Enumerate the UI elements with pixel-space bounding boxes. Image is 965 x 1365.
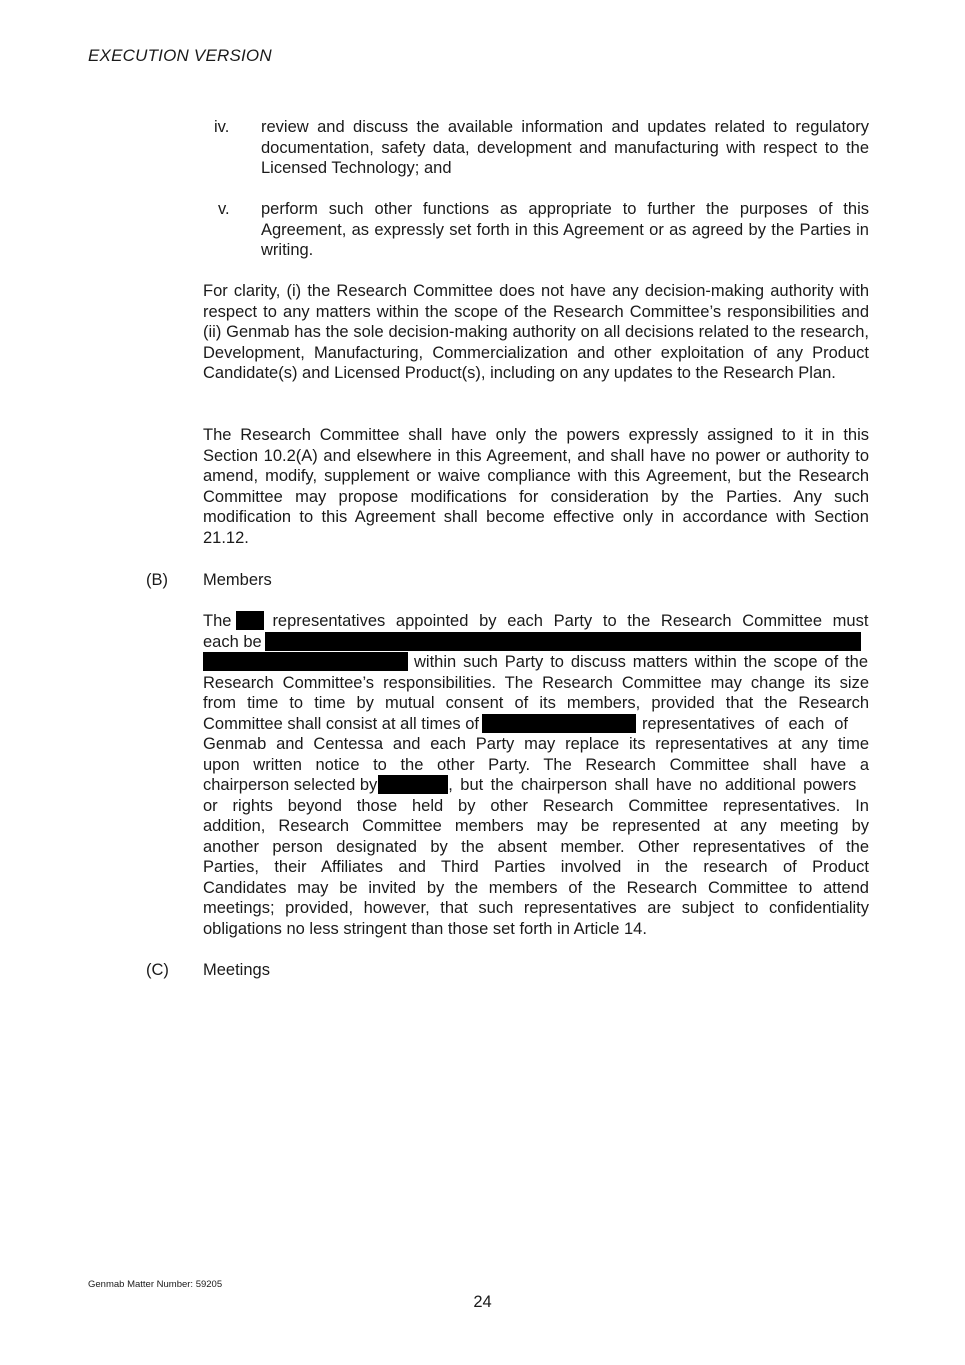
members-line: meetings; provided, however, that such representatives are subject to confidentiality <box>203 899 869 917</box>
members-line: or rights beyond those held by other Research Committee representatives. In <box>203 796 869 815</box>
members-line: within such Party to discuss matters within the scope of the <box>414 653 868 671</box>
list-item-text: perform such other functions as appropriate to further the purposes of this Agreement, as expressly set forth in this Agreement or as agreed by the Parties in writing. <box>261 200 869 259</box>
section-c-label: (C) <box>146 961 169 979</box>
members-line: another person designated by the absent member. Other representatives of the <box>203 837 869 856</box>
section-b-title: Members <box>203 571 272 589</box>
redaction-block <box>265 632 861 651</box>
list-item-text: review and discuss the available information and updates related to regulatory documentation, safety data, development and manufacturing with respect to the Licensed Technology; and <box>261 118 869 177</box>
members-line: Committee shall consist at all times of <box>203 714 480 733</box>
members-line: obligations no less stringent than those set forth in Article 14. <box>203 919 647 938</box>
members-line: upon written notice to the other Party. The Research Committee shall have a <box>203 755 869 774</box>
footer-matter-number: Genmab Matter Number: 59205 <box>88 1279 223 1290</box>
members-line: each be <box>203 632 262 651</box>
clarity-paragraph: For clarity, (i) the Research Committee does not have any decision-making authority with respect to any matters within the scope of the Research Committee’s responsibilities and (ii) Genmab has the sole decision-making authority on all decisions related to the research, Development, Manufacturing, Commercialization and other exploitation of any Product Candidate(s) and Licensed Product(s), including on any updates to the Research Plan. <box>203 282 869 382</box>
redaction-block <box>378 775 448 794</box>
powers-paragraph: The Research Committee shall have only the powers expressly assigned to it in this Section 10.2(A) and elsewhere in this Agreement, and shall have no power or authority to amend, modify, supplement or waive compliance with this Agreement, but the Research Committee may propose modifications for consideration by the Parties. Any such modification to this Agreement shall become effective only in accordance with Section 21.12. <box>203 426 869 547</box>
redaction-block <box>236 611 264 630</box>
page-number: 24 <box>473 1293 492 1311</box>
members-line: representatives of each of <box>642 714 849 733</box>
members-line: Genmab and Centessa and each Party may replace its representatives at any time <box>203 735 869 753</box>
members-line: The <box>203 612 232 630</box>
redaction-block <box>203 652 408 671</box>
members-line: chairperson selected by <box>203 776 378 794</box>
redaction-block <box>482 714 636 733</box>
members-line: Parties, their Affiliates and Third Parties involved in the research of Product <box>203 858 869 876</box>
section-b-label: (B) <box>146 571 168 589</box>
section-c-title: Meetings <box>203 961 270 979</box>
members-line: addition, Research Committee members may be represented at any meeting by <box>203 817 869 835</box>
header-label: EXECUTION VERSION <box>88 46 272 65</box>
members-line: from time to time by mutual consent of its members, provided that the Research <box>203 694 869 712</box>
members-line: Research Committee’s responsibilities. The Research Committee may change its size <box>203 673 869 692</box>
members-line: , but the chairperson shall have no additional powers <box>448 776 857 794</box>
list-item-number: v. <box>218 200 230 218</box>
members-line: Candidates may be invited by the members of the Research Committee to attend <box>203 878 869 897</box>
members-line: representatives appointed by each Party to the Research Committee must <box>272 612 869 630</box>
list-item-number: iv. <box>214 118 230 136</box>
members-paragraph <box>203 611 869 939</box>
